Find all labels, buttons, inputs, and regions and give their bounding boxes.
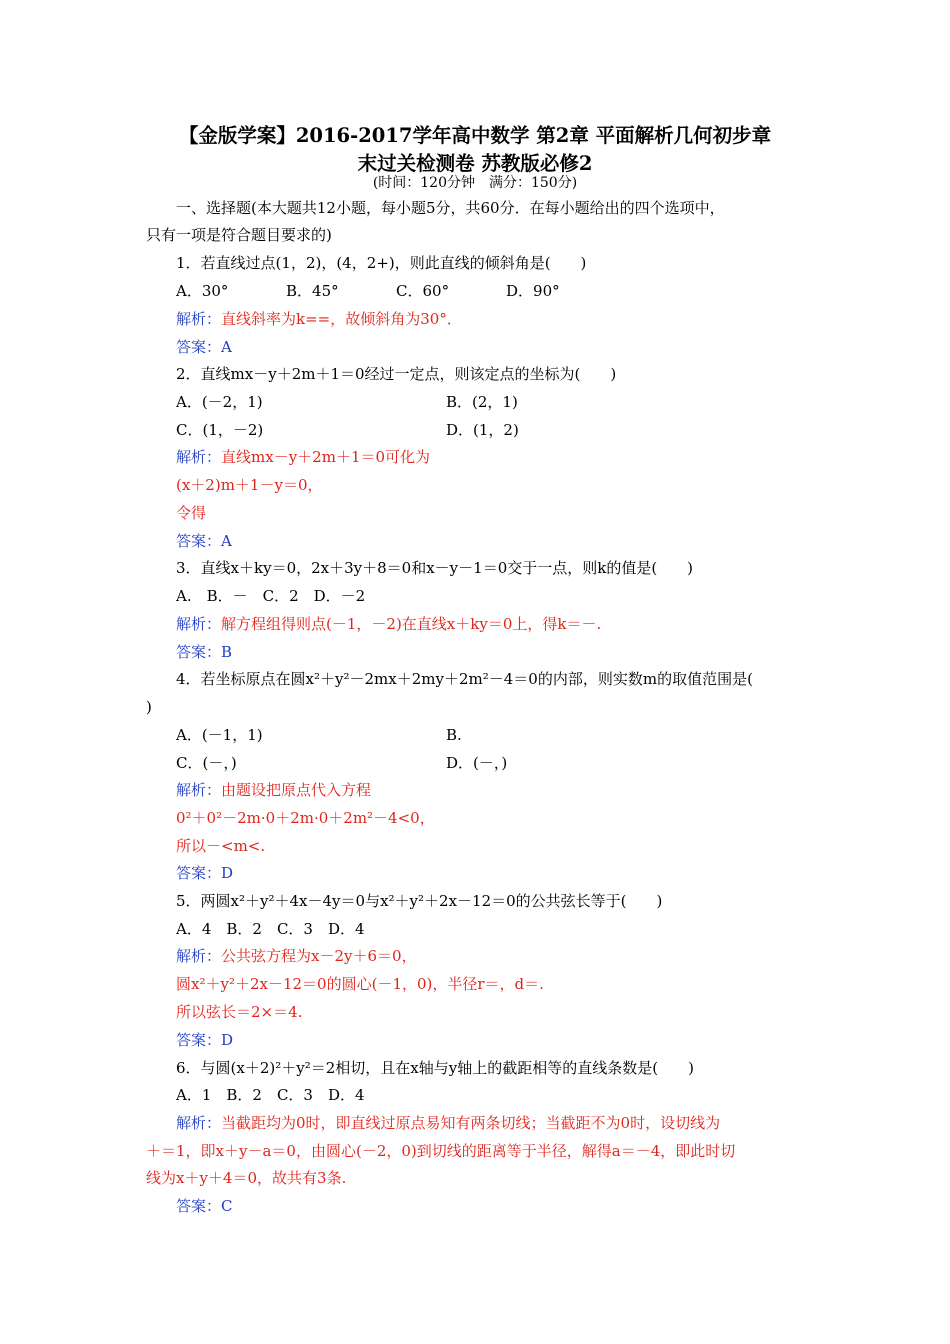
- analysis-text: 由题设把原点代入方程: [221, 781, 372, 799]
- analysis-text: 当截距均为0时，即直线过原点易知有两条切线；当截距不为0时，设切线为: [221, 1114, 721, 1132]
- question-4-analysis-2: 0²＋0²－2m·0＋2m·0＋2m²－4<0，: [176, 809, 435, 827]
- question-4-answer: 答案：D: [176, 864, 234, 882]
- question-2-analysis-3: 令得: [176, 504, 207, 522]
- q4-option-a: A．(－1，1): [176, 726, 263, 744]
- question-2-analysis-2: (x＋2)m＋1－y＝0，: [176, 476, 323, 494]
- question-1-answer: 答案：A: [176, 338, 232, 356]
- exam-time-score: (时间：120分钟 满分：150分): [372, 175, 578, 191]
- q4-option-b: B.: [446, 726, 462, 744]
- question-4-analysis-3: 所以－<m<.: [176, 837, 266, 855]
- analysis-text: 直线斜率为k==，故倾斜角为30°．: [221, 310, 462, 328]
- question-6-stem: 6．与圆(x＋2)²＋y²＝2相切，且在x轴与y轴上的截距相等的直线条数是( ): [176, 1059, 694, 1077]
- question-6-analysis: [176, 1112, 720, 1134]
- q1-option-b: B．45°: [286, 282, 339, 300]
- analysis-label: 解析：: [176, 448, 222, 466]
- question-2-stem: 2．直线mx－y＋2m＋1＝0经过一定点，则该定点的坐标为( ): [176, 365, 617, 383]
- question-6-analysis-3: 线为x＋y＋4＝0，故共有3条.: [146, 1169, 347, 1187]
- title-line-2: 末过关检测卷 苏教版必修2: [357, 152, 593, 175]
- question-2-analysis: [176, 446, 430, 468]
- question-2-answer: 答案：A: [176, 532, 232, 550]
- analysis-label: 解析：: [176, 1114, 222, 1132]
- title-line-1: 【金版学案】2016-2017学年高中数学 第2章 平面解析几何初步章: [178, 124, 772, 147]
- document-title: [120, 122, 830, 178]
- question-6-options: A．1 B．2 C．3 D．4: [176, 1086, 365, 1104]
- analysis-text: 直线mx－y＋2m＋1＝0可化为: [221, 448, 431, 466]
- analysis-text: 公共弦方程为x－2y＋6＝0，: [221, 947, 417, 965]
- analysis-label: 解析：: [176, 947, 222, 965]
- question-3-answer: 答案：B: [176, 643, 233, 661]
- question-1-stem: 1．若直线过点(1，2)，(4，2+)，则此直线的倾斜角是( ): [176, 254, 587, 272]
- question-4-analysis: [176, 779, 371, 801]
- question-6-answer: 答案：C: [176, 1197, 233, 1215]
- section-heading: 一、选择题(本大题共12小题，每小题5分，共60分．在每小题给出的四个选项中，: [176, 199, 725, 217]
- question-3-options: A. B．－ C．2 D．－2: [176, 587, 366, 605]
- question-3-stem: 3．直线x＋ky＝0，2x＋3y＋8＝0和x－y－1＝0交于一点，则k的值是( ): [176, 559, 694, 577]
- q2-option-a: A．(－2，1): [176, 393, 263, 411]
- question-5-stem: 5．两圆x²＋y²＋4x－4y＝0与x²＋y²＋2x－12＝0的公共弦长等于( ): [176, 892, 663, 910]
- section-heading-cont: 只有一项是符合题目要求的): [146, 226, 332, 244]
- question-1-analysis: [176, 308, 462, 330]
- analysis-label: 解析：: [176, 615, 222, 633]
- question-3-analysis: [176, 613, 601, 635]
- analysis-label: 解析：: [176, 781, 222, 799]
- q1-option-d: D．90°: [506, 282, 560, 300]
- question-5-analysis-3: 所以弦长＝2×＝4.: [176, 1003, 303, 1021]
- question-6-analysis-2: ＋＝1，即x＋y－a＝0，由圆心(－2，0)到切线的距离等于半径，解得a＝－4，即此时切: [146, 1142, 736, 1160]
- q1-option-a: A．30°: [176, 282, 229, 300]
- q2-option-d: D．(1，2): [446, 421, 519, 439]
- question-5-analysis: [176, 945, 417, 967]
- question-4-stem: 4．若坐标原点在圆x²＋y²－2mx＋2my＋2m²－4＝0的内部，则实数m的取值范围是(: [176, 670, 753, 688]
- q1-option-c: C．60°: [396, 282, 450, 300]
- q4-option-d: D．(－，): [446, 754, 508, 772]
- question-4-stem-cont: ): [146, 698, 152, 716]
- question-5-answer: 答案：D: [176, 1031, 234, 1049]
- question-5-analysis-2: 圆x²＋y²＋2x－12＝0的圆心(－1，0)，半径r＝，d＝.: [176, 975, 544, 993]
- question-5-options: A．4 B．2 C．3 D．4: [176, 920, 365, 938]
- analysis-label: 解析：: [176, 310, 222, 328]
- q2-option-c: C．(1，－2): [176, 421, 264, 439]
- analysis-text: 解方程组得则点(－1，－2)在直线x＋ky＝0上，得k＝－.: [221, 615, 602, 633]
- q2-option-b: B．(2，1): [446, 393, 518, 411]
- q4-option-c: C．(－，): [176, 754, 237, 772]
- question-1-options: [176, 280, 560, 302]
